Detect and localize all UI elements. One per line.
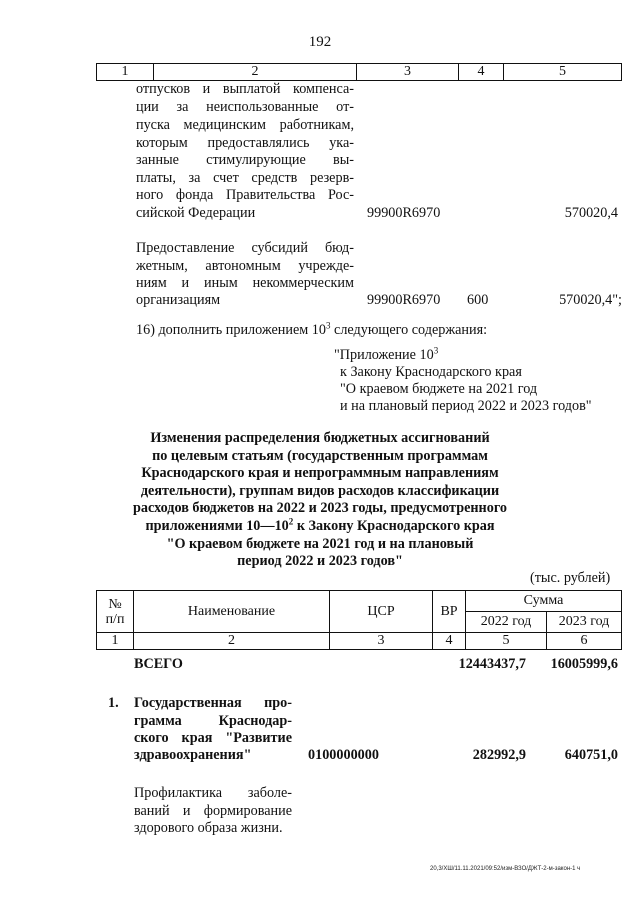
col-2022-header: 2022 год [466, 612, 547, 633]
top-header-col-3: 3 [357, 64, 459, 81]
title-line: "О краевом бюджете на 2021 год и на плановый [166, 535, 474, 552]
top-row2-line: организациям [136, 292, 221, 308]
idx-col-3: 3 [330, 633, 433, 650]
top-header-col-5: 5 [504, 64, 622, 81]
top-row1-line: ции за неиспользованные от- [136, 99, 354, 115]
appendix-line-1-text: "Приложение 10 [334, 347, 434, 363]
top-row2-line: ниям и иным некоммерческим [136, 275, 354, 291]
title-line: расходов бюджетов на 2022 и 2023 годы, предусмотренного [132, 500, 508, 517]
top-row1-sum: 570020,4 [564, 205, 618, 221]
appendix-line-1-sup: 3 [433, 345, 439, 356]
top-table-header [96, 63, 622, 81]
idx-col-1: 1 [97, 633, 134, 650]
top-row1-line: занные стимулирующие вы- [136, 152, 354, 168]
top-row2-sum: 570020,4"; [559, 292, 622, 308]
appendix-line-1 [334, 347, 438, 365]
item-16 [136, 322, 487, 340]
appendix-line-4: и на плановый период 2022 и 2023 годов" [340, 398, 592, 414]
title-line: период 2022 и 2023 годов" [237, 553, 403, 570]
program-1-2023: 640751,0 [564, 747, 618, 763]
total-2022: 12443437,7 [458, 656, 526, 672]
program-1-line: грамма Краснодар- [134, 713, 292, 729]
footer-code: 20,3/ХШ/11.11.2021/09:52/изм-ВЗО/ДЖТ-2-м-закон-1 ч [430, 866, 581, 872]
document-title [100, 430, 540, 571]
top-header-col-1: 1 [97, 64, 154, 81]
col-vr-header: ВР [433, 591, 466, 633]
title-line: по целевым статьям (государственным программам [152, 447, 488, 464]
subprogram-1-line: Профилактика заболе- [134, 785, 292, 801]
program-1-line: Государственная про- [134, 695, 292, 711]
subprogram-1-line: ваний и формирование [134, 803, 292, 819]
col-csr-header: ЦСР [330, 591, 433, 633]
units-label: (тыс. рублей) [530, 570, 611, 586]
top-row1-line: пуска медицинским работникам, [136, 117, 354, 133]
idx-col-2: 2 [134, 633, 330, 650]
title-line-6a: приложениями 10—10 [145, 517, 289, 534]
page-number: 192 [308, 34, 332, 50]
total-label: ВСЕГО [134, 656, 183, 672]
total-2023: 16005999,6 [550, 656, 618, 672]
program-1-line: здравоохранения" [134, 747, 252, 763]
top-row1-csr: 99900R6970 [367, 205, 441, 221]
col-sum-header: Сумма [466, 591, 622, 612]
title-line: деятельности), группам видов расходов классификации [140, 482, 500, 499]
top-row2-vr: 600 [467, 292, 489, 308]
program-1-2022: 282992,9 [472, 747, 526, 763]
program-1-csr: 0100000000 [308, 747, 379, 763]
top-row1-line: платы, за счет средств резерв- [136, 170, 354, 186]
subprogram-1-line: здорового образа жизни. [134, 820, 283, 836]
main-table-header [96, 590, 622, 650]
col-name-header: Наименование [134, 591, 330, 633]
top-row2-line: жетным, автономным учрежде- [136, 258, 354, 274]
item-16-sup: 3 [325, 320, 331, 331]
program-1-number: 1. [108, 695, 119, 711]
item-16-suffix: следующего содержания: [330, 322, 488, 338]
item-16-prefix: 16) дополнить приложением 10 [136, 322, 326, 338]
top-row1-line: которым предоставлялись ука- [136, 135, 354, 151]
title-line: Изменения распределения бюджетных ассигнований [150, 430, 490, 446]
col-num-header [97, 591, 134, 633]
top-row1-line: сийской Федерации [136, 205, 256, 221]
top-row2-csr: 99900R6970 [367, 292, 441, 308]
title-line: Краснодарского края и непрограммным направлениям [141, 465, 499, 482]
idx-col-4: 4 [433, 633, 466, 650]
top-row1-line: отпусков и выплатой компенса- [136, 81, 354, 97]
appendix-line-2: к Закону Краснодарского края [340, 364, 522, 380]
top-header-col-2: 2 [154, 64, 357, 81]
col-num-line-1: № [108, 596, 122, 612]
appendix-line-3: "О краевом бюджете на 2021 год [340, 381, 538, 397]
title-line [100, 518, 540, 536]
top-header-col-4: 4 [459, 64, 504, 81]
idx-col-6: 6 [547, 633, 622, 650]
top-row1-line: ного фонда Правительства Рос- [136, 187, 354, 203]
title-line-6b: к Закону Краснодарского края [293, 517, 495, 534]
col-num-line-2: п/п [105, 611, 125, 627]
col-2023-header: 2023 год [547, 612, 622, 633]
program-1-line: ского края "Развитие [134, 730, 292, 746]
top-row2-line: Предоставление субсидий бюд- [136, 240, 354, 256]
title-line-6-sup: 2 [288, 516, 294, 527]
idx-col-5: 5 [466, 633, 547, 650]
